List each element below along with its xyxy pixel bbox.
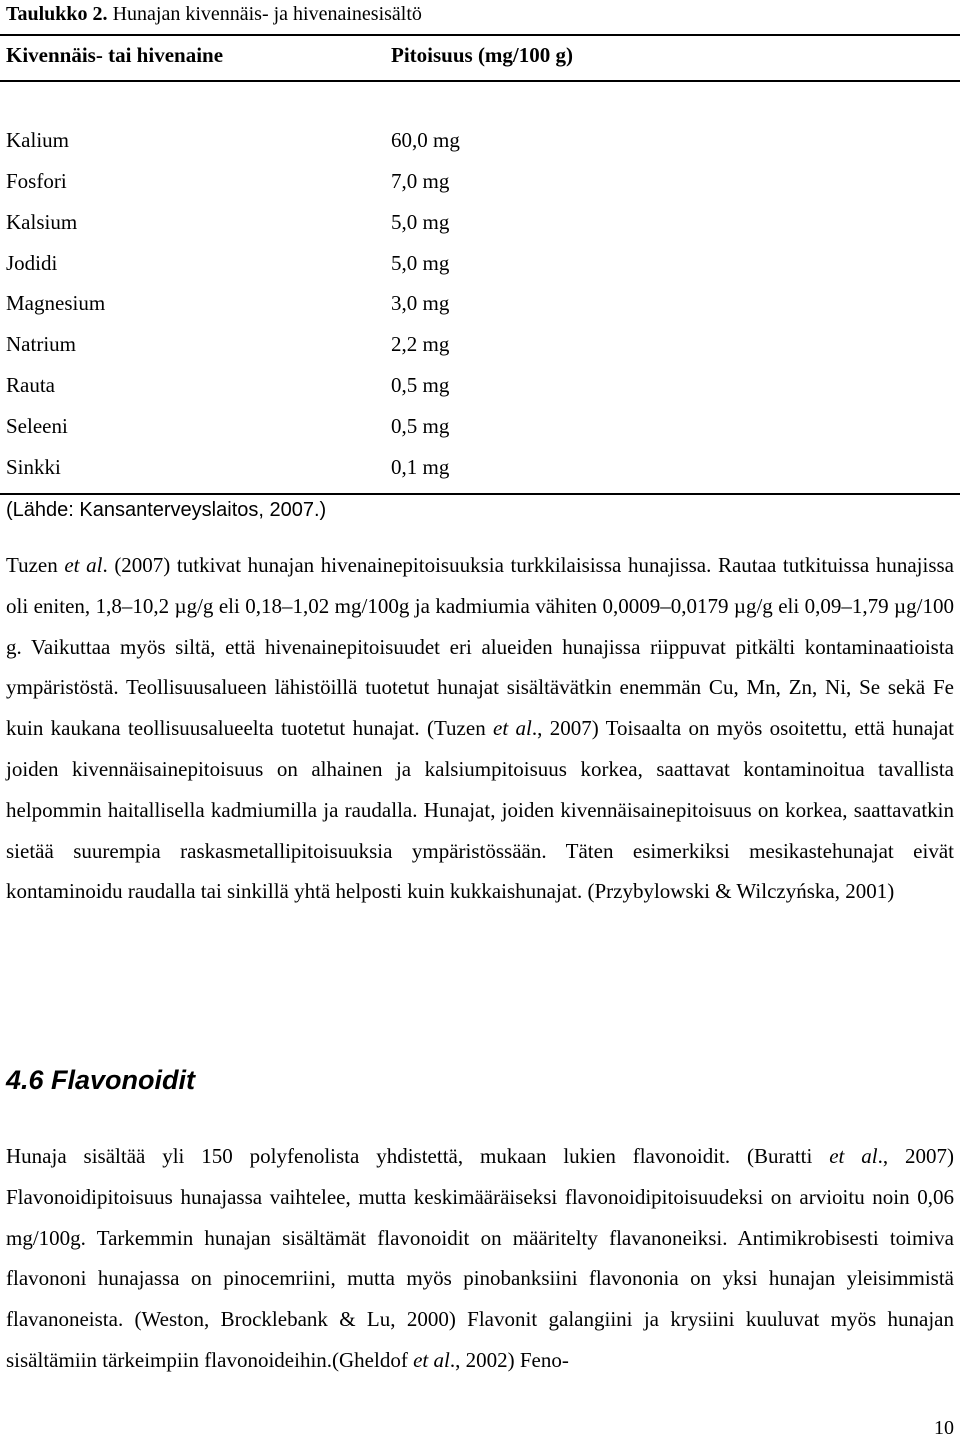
paragraph-text: Tuzen: [6, 553, 65, 577]
table-caption-text: Hunajan kivennäis- ja hivenainesisältö: [107, 3, 422, 25]
paragraph-italic: et al: [413, 1347, 450, 1372]
paragraph-text: ., 2007) Flavonoidipitoisuus hunajassa vaihtelee, mutta keskimääräiseksi flavonoidipitoisuudeksi on arvioitu noin 0,06 mg/100g. Tarkemmin hunajan sisältämät flavonoidit on määritelty flavanoneiksi. Antimikrobisesti toimiva flavononi hunajassa on pinocemriini, mutta myös pinobanksiini flavononia on yksi hunajan yleisimmistä flavanoneista. (Weston, Brocklebank & Lu, 2000) Flavonit galangiini ja krysiini kuuluvat myös hunajan sisältämiin tärkeimpiin flavonoideihin.(Gheldof: [6, 1144, 955, 1372]
table-caption-label: Taulukko 2.: [6, 3, 108, 25]
section-heading: 4.6 Flavonoidit: [6, 1065, 196, 1095]
mineral-name: Natrium: [6, 332, 76, 356]
body-paragraph-1: [6, 545, 954, 912]
paragraph-italic: et al: [829, 1144, 878, 1168]
mineral-name: Magnesium: [6, 291, 106, 315]
body-paragraph-2: [6, 1136, 954, 1381]
paragraph-italic: et al: [493, 716, 532, 741]
mineral-name: Seleeni: [6, 414, 68, 438]
page-number: 10: [934, 1417, 954, 1439]
mineral-value: 3,0 mg: [391, 291, 450, 315]
mineral-name: Fosfori: [6, 169, 67, 193]
mineral-value: 60,0 mg: [391, 128, 460, 152]
mineral-value: 2,2 mg: [391, 332, 450, 356]
mineral-value: 5,0 mg: [391, 210, 450, 234]
paragraph-text: ., 2007) Toisaalta on myös osoitettu, että hunajat joiden kivennäisainepitoisuus on alhainen ja kalsiumpitoisuus korkea, saattavat kontaminoitua tavallista helpommin haitallisella kadmiumilla ja raudalla. Hunajat, joiden kivennäisainepitoisuus on korkea, saattavatkin sietää suurempia raskasmetallipitoisuuksia ympäristössään. Täten esimerkiksi mesikastehunajat eivät kontaminoidu raudalla tai sinkillä yhtä helposti kuin kukkaishunajat. (Przybylowski & Wilczyńska, 2001): [6, 716, 955, 904]
mineral-value: 7,0 mg: [391, 169, 450, 193]
mineral-value: 0,5 mg: [391, 373, 450, 397]
mineral-name: Jodidi: [6, 251, 58, 275]
column-header-mineral: Kivennäis- tai hivenaine: [6, 43, 224, 67]
column-header-content: Pitoisuus (mg/100 g): [391, 43, 574, 67]
mineral-name: Sinkki: [6, 455, 61, 479]
paragraph-text: Hunaja sisältää yli 150 polyfenolista yhdistettä, mukaan lukien flavonoidit. (Buratti: [6, 1144, 830, 1168]
table-bottom-rule: [0, 493, 960, 495]
paragraph-text: . (2007) tutkivat hunajan hivenainepitoisuuksia turkkilaisissa hunajissa. Rautaa tutkituissa hunajissa oli eniten, 1,8–10,2 µg/g eli 0,18–1,02 mg/100g ja kadmiumia vähiten 0,0009–0,0179 µg/g eli 0,09–1,79 µg/100 g. Vaikuttaa myös siltä, että hivenainepitoisuudet eri alueiden hunajissa riippuvat pitkälti kontaminaatioista ympäristöstä. Teollisuusalueen lähistöillä tuotetut hunajat sisältävätkin enemmän Cu, Mn, Zn, Ni, Se sekä Fe kuin kaukana teollisuusalueelta tuotetut hunajat. (Tuzen: [6, 553, 954, 741]
mineral-value: 0,1 mg: [391, 455, 450, 479]
table-caption: [6, 2, 422, 26]
mineral-value: 0,5 mg: [391, 414, 450, 438]
paragraph-italic: et al: [64, 553, 103, 577]
mineral-value: 5,0 mg: [391, 251, 450, 275]
table-top-rule: [0, 34, 960, 36]
table-source-note: (Lähde: Kansanterveyslaitos, 2007.): [6, 499, 327, 521]
mineral-name: Kalium: [6, 128, 69, 152]
mineral-name: Kalsium: [6, 210, 78, 234]
table-header-rule: [0, 80, 960, 82]
paragraph-text: ., 2002) Feno-: [449, 1347, 569, 1372]
mineral-name: Rauta: [6, 373, 55, 397]
